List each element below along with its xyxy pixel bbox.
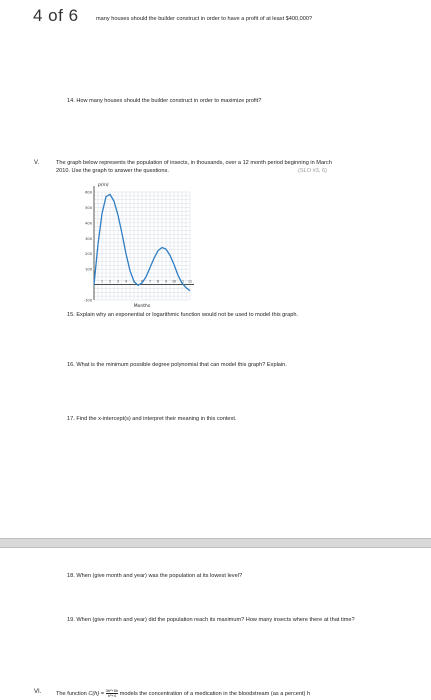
x-tick-label: 3 [116,279,120,284]
page-counter: 4 of 6 [33,6,79,25]
x-tick-label: 8 [156,279,160,284]
section-v-intro-line-1: The graph below represents the population of insects, in thousands, over a 12 month period beginning in March [56,160,332,166]
y-tick-label: 600 [85,190,92,195]
worksheet-page-5 [0,548,431,700]
x-axis-label: Months [133,304,151,309]
y-tick-label: 100 [85,267,92,272]
y-tick-label: 300 [85,236,92,241]
section-vi-numeral: VI. [34,689,42,695]
x-tick-label: 6 [140,279,144,284]
function-denominator: h²+4 [107,693,116,698]
y-tick-label: 200 [85,252,92,257]
x-tick-label: 11 [179,279,185,284]
question-18: 18. When (give month and year) was the population at its lowest level? [67,573,243,579]
section-v-numeral: V. [34,160,40,166]
question-15: 15. Explain why an exponential or logarithmic function would not be used to model this graph. [67,312,299,318]
section-v-intro-line-2: 2010. Use the graph to answer the questions. [56,168,169,174]
page-separator [0,538,431,548]
x-tick-label: 7 [148,279,152,284]
x-tick-label: 12 [187,279,193,284]
x-tick-label: 2 [108,279,112,284]
x-tick-label: 1 [100,279,104,284]
question-13-continued: many houses should the builder construct in order to have a profit of at least $400,000? [96,16,313,22]
question-14: 14. How many houses should the builder construct in order to maximize profit? [67,98,262,104]
section-vi-suffix: models the concentration of a medication in the bloodstream (as a percent) h [119,690,311,697]
slo-reference: (SLO #3, 6) [298,168,327,174]
function-lhs: C(h) = [88,690,105,697]
x-tick-label: 9 [164,279,168,284]
section-vi-prefix: The function [56,690,87,697]
y-tick-label: 400 [85,221,92,226]
x-tick-label: 5 [132,279,136,284]
section-vi-text [56,689,310,698]
x-tick-label: 4 [124,279,128,284]
y-tick-label: -100 [83,298,92,303]
function-numerator: 3h²+5h [105,688,119,693]
question-17: 17. Find the x-intercept(s) and interpret their meaning in this context. [67,416,237,422]
function-fraction [106,689,119,698]
insect-population-chart [80,176,210,310]
question-16: 16. What is the minimum possible degree polynomial that can model this graph? Explain. [67,362,287,368]
x-tick-label: 10 [171,279,177,284]
question-19: 19. When (give month and year) did the population reach its maximum? How many insects where there at that time? [67,617,355,623]
y-axis-label: p(m) [98,183,109,188]
y-tick-label: 500 [85,205,92,210]
